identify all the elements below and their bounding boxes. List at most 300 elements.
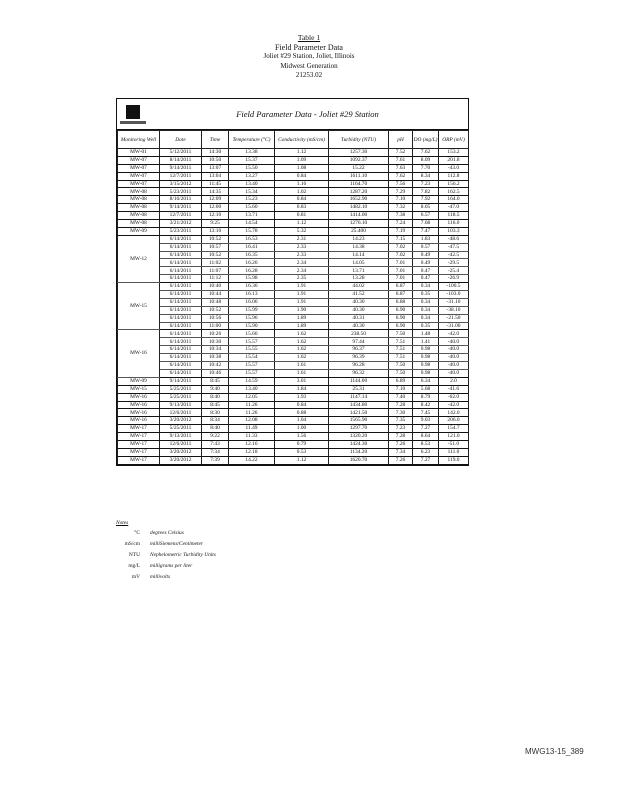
table-cell: 6.87 <box>389 283 413 291</box>
table-cell: 1257.30 <box>329 149 389 157</box>
table-row <box>118 291 469 299</box>
table-cell: 112.8 <box>439 172 469 180</box>
table-cell: 7.34 <box>389 448 413 456</box>
table-cell: 6/14/2011 <box>160 283 202 291</box>
table-cell: 96.28 <box>329 362 389 370</box>
table-cell: 6/14/2011 <box>160 330 202 338</box>
table-cell: 7.51 <box>389 346 413 354</box>
table-cell: 1320.20 <box>329 433 389 441</box>
table-cell: 1.91 <box>275 298 329 306</box>
table-cell: 10:44 <box>202 291 229 299</box>
column-header: Temperature (°C) <box>229 131 275 149</box>
table-cell: 1092.37 <box>329 156 389 164</box>
table-row <box>118 362 469 370</box>
table-cell: 1414.00 <box>329 212 389 220</box>
document-title: Field Parameter Data <box>275 42 343 52</box>
table-cell: 7.62 <box>389 172 413 180</box>
table-row <box>118 354 469 362</box>
table-cell: 2.33 <box>275 251 329 259</box>
table-cell: 1.00 <box>275 425 329 433</box>
table-cell: 238.50 <box>329 330 389 338</box>
table-cell: 1.89 <box>275 322 329 330</box>
table-row <box>118 156 469 164</box>
table-cell: -40.0 <box>439 369 469 377</box>
table-cell: 40.31 <box>329 314 389 322</box>
table-cell: 15.99 <box>229 306 275 314</box>
table-cell: 11.26 <box>229 401 275 409</box>
table-cell: 1134.20 <box>329 448 389 456</box>
table-cell: 10:40 <box>202 283 229 291</box>
table-cell: -38.10 <box>439 306 469 314</box>
table-cell: 8.53 <box>413 440 439 448</box>
table-cell: 1.62 <box>275 354 329 362</box>
table-cell: 7.52 <box>389 149 413 157</box>
table-cell: 0.98 <box>413 362 439 370</box>
table-cell: 6/14/2011 <box>160 275 202 283</box>
table-cell: 12/6/2011 <box>160 409 202 417</box>
table-cell: 7.02 <box>389 243 413 251</box>
table-cell: 7.01 <box>389 259 413 267</box>
table-cell: 1.02 <box>275 188 329 196</box>
table-cell: -48.6 <box>439 235 469 243</box>
well-id-cell: MW-01 <box>118 149 160 157</box>
table-cell: 8.09 <box>413 156 439 164</box>
table-cell: -42.5 <box>439 251 469 259</box>
table-cell: -40.0 <box>439 338 469 346</box>
table-cell: 7.50 <box>389 369 413 377</box>
table-cell: 7.28 <box>389 401 413 409</box>
note-definition: degrees Celsius <box>150 529 184 536</box>
table-cell: 15.90 <box>229 322 275 330</box>
table-cell: 13:10 <box>202 227 229 235</box>
table-cell: 6/14/2011 <box>160 298 202 306</box>
table-cell: -26.9 <box>439 275 469 283</box>
table-cell: 16.06 <box>229 298 275 306</box>
table-row <box>118 448 469 456</box>
table-cell: 154.7 <box>439 425 469 433</box>
table-cell: 1.16 <box>275 180 329 188</box>
column-header: DO (mg/L) <box>413 131 439 149</box>
table-cell: 16.13 <box>229 291 275 299</box>
site-name: Joliet #29 Station, Joliet, Illinois <box>263 52 355 60</box>
table-cell: 7.26 <box>389 440 413 448</box>
table-cell: 1.56 <box>275 433 329 441</box>
table-cell: 7.26 <box>389 456 413 464</box>
table-cell: 11:45 <box>202 180 229 188</box>
table-row <box>118 393 469 401</box>
column-header-row <box>118 131 469 149</box>
table-cell: 121.0 <box>439 433 469 441</box>
table-cell: 6/14/2011 <box>160 346 202 354</box>
note-abbreviation: mg/L <box>128 562 140 569</box>
table-cell: 7.01 <box>389 267 413 275</box>
table-row <box>118 425 469 433</box>
table-cell: 6.34 <box>413 377 439 385</box>
table-cell: 156.2 <box>439 180 469 188</box>
table-cell: 8.64 <box>413 433 439 441</box>
table-cell: 7.61 <box>389 156 413 164</box>
table-cell: 7.92 <box>413 196 439 204</box>
table-cell: 6/14/2011 <box>160 314 202 322</box>
table-cell: -31.10 <box>439 298 469 306</box>
table-cell: 10:52 <box>202 306 229 314</box>
table-cell: 6/14/2011 <box>160 291 202 299</box>
note-definition: milliSiemens/Centimeter <box>150 540 203 547</box>
table-cell: 11:12 <box>202 275 229 283</box>
table-cell: 2.34 <box>275 259 329 267</box>
table-cell: 0.34 <box>413 283 439 291</box>
note-definition: millivolts <box>150 573 171 580</box>
table-cell: 0.98 <box>413 346 439 354</box>
table-cell: 0.81 <box>275 212 329 220</box>
table-cell: 15.37 <box>229 156 275 164</box>
table-cell: 1.91 <box>275 291 329 299</box>
table-cell: 6/14/2011 <box>160 322 202 330</box>
table-cell: 5/25/2011 <box>160 425 202 433</box>
table-cell: 3/20/2012 <box>160 448 202 456</box>
table-cell: -47.0 <box>439 204 469 212</box>
table-cell: 11.33 <box>229 433 275 441</box>
table-row <box>118 338 469 346</box>
column-header: Conductivity (mS/cm) <box>275 131 329 149</box>
table-cell: 41.52 <box>329 291 389 299</box>
table-cell: 8:40 <box>202 393 229 401</box>
table-cell: 6.23 <box>413 448 439 456</box>
table-cell: 11:07 <box>202 267 229 275</box>
table-cell: 16.41 <box>229 243 275 251</box>
well-id-cell: MW-08 <box>118 220 160 228</box>
document-header <box>0 33 618 81</box>
table-cell: 2.33 <box>275 243 329 251</box>
table-cell: 3/20/2012 <box>160 417 202 425</box>
table-cell: 40.30 <box>329 306 389 314</box>
table-cell: 44.02 <box>329 283 389 291</box>
table-cell: 7.28 <box>389 433 413 441</box>
table-cell: 1.89 <box>275 314 329 322</box>
table-cell: 5.68 <box>413 385 439 393</box>
table-cell: 15.55 <box>229 346 275 354</box>
well-id-cell: MW-07 <box>118 180 160 188</box>
table-cell: 10:48 <box>202 298 229 306</box>
table-cell: 14.14 <box>329 251 389 259</box>
project-number: 21253.02 <box>295 71 323 79</box>
table-row <box>118 188 469 196</box>
table-cell: 1.12 <box>275 220 329 228</box>
table-cell: 7.51 <box>389 338 413 346</box>
table-cell: 10:26 <box>202 330 229 338</box>
table-cell: 12:09 <box>202 196 229 204</box>
table-row <box>118 149 469 157</box>
table-cell: 0.84 <box>275 172 329 180</box>
company-name: Midwest Generation <box>280 61 338 70</box>
table-row <box>118 433 469 441</box>
table-cell: 6.88 <box>389 298 413 306</box>
well-id-cell: MW-16 <box>118 393 160 401</box>
table-row <box>118 314 469 322</box>
table-cell: 10:52 <box>202 235 229 243</box>
table-row <box>118 227 469 235</box>
table-body <box>118 149 469 465</box>
table-cell: 1620.70 <box>329 456 389 464</box>
table-cell: 7.50 <box>389 362 413 370</box>
table-cell: 7.19 <box>389 227 413 235</box>
table-cell: 25.31 <box>329 385 389 393</box>
well-id-cell: MW-08 <box>118 204 160 212</box>
table-cell: 6/14/2011 <box>160 235 202 243</box>
table-cell: 1482.10 <box>329 204 389 212</box>
table-cell: 15.66 <box>229 330 275 338</box>
well-id-cell: MW-17 <box>118 440 160 448</box>
table-cell: 14.54 <box>229 220 275 228</box>
page-stamp: MWG13-15_389 <box>525 747 584 756</box>
table-cell: 6/14/2011 <box>160 369 202 377</box>
table-cell: 96.37 <box>329 346 389 354</box>
table-cell: 1.12 <box>275 456 329 464</box>
table-cell: 5/23/2011 <box>160 227 202 235</box>
table-cell: 14.38 <box>329 243 389 251</box>
table-cell: 7.15 <box>389 235 413 243</box>
table-title: Field Parameter Data - Joliet #29 Station <box>236 109 379 119</box>
table-cell: 15.78 <box>229 227 275 235</box>
table-cell: 3/21/2012 <box>160 220 202 228</box>
table-cell: 7.45 <box>413 409 439 417</box>
table-cell: 7.01 <box>389 275 413 283</box>
note-item <box>116 571 216 582</box>
table-cell: 11.26 <box>229 409 275 417</box>
table-cell: 0.53 <box>275 448 329 456</box>
table-cell: 10:52 <box>202 251 229 259</box>
table-cell: 14.23 <box>329 235 389 243</box>
table-row <box>118 164 469 172</box>
note-definition: Nephelometric Turbidity Units <box>150 551 216 558</box>
table-row <box>118 306 469 314</box>
table-cell: 8:40 <box>202 425 229 433</box>
table-cell: 0.35 <box>413 322 439 330</box>
table-cell: 0.49 <box>413 251 439 259</box>
table-frame <box>116 98 469 466</box>
table-row <box>118 212 469 220</box>
table-cell: 9/13/2011 <box>160 433 202 441</box>
table-cell: 16.36 <box>229 283 275 291</box>
table-cell: 8.79 <box>413 393 439 401</box>
table-cell: 12.16 <box>229 440 275 448</box>
table-cell: 0.83 <box>275 204 329 212</box>
table-cell: 6.57 <box>413 212 439 220</box>
table-cell: -43.0 <box>439 164 469 172</box>
table-cell: 118.5 <box>439 212 469 220</box>
table-cell: 7.10 <box>389 385 413 393</box>
table-cell: -29.5 <box>439 259 469 267</box>
table-cell: 9.03 <box>413 417 439 425</box>
table-cell: -42.0 <box>439 401 469 409</box>
table-cell: 1.93 <box>275 393 329 401</box>
table-cell: 0.49 <box>413 259 439 267</box>
note-abbreviation: NTU <box>128 551 140 558</box>
well-id-cell: MW-09 <box>118 227 160 235</box>
table-cell: 1.62 <box>275 330 329 338</box>
table-cell: 3/15/2012 <box>160 180 202 188</box>
table-row <box>118 401 469 409</box>
table-cell: 5/23/2011 <box>160 188 202 196</box>
table-cell: 13.71 <box>329 267 389 275</box>
table-cell: 0.84 <box>275 196 329 204</box>
table-cell: 1297.70 <box>329 425 389 433</box>
well-id-cell: MW-16 <box>118 417 160 425</box>
table-cell: 9/14/2011 <box>160 164 202 172</box>
well-id-cell: MW-07 <box>118 172 160 180</box>
table-cell: 7.30 <box>389 409 413 417</box>
table-cell: 6/14/2011 <box>160 338 202 346</box>
table-cell: 13.40 <box>229 180 275 188</box>
table-cell: 8.34 <box>413 172 439 180</box>
table-cell: 0.34 <box>413 314 439 322</box>
table-row <box>118 283 469 291</box>
table-cell: 6.89 <box>389 377 413 385</box>
table-cell: 1.84 <box>275 385 329 393</box>
table-cell: 7.32 <box>389 204 413 212</box>
table-cell: 1434.80 <box>329 401 389 409</box>
column-header: pH <box>389 131 413 149</box>
table-cell: 0.34 <box>413 298 439 306</box>
table-row <box>118 298 469 306</box>
table-row <box>118 417 469 425</box>
table-cell: 6.90 <box>389 322 413 330</box>
table-cell: 6/14/2011 <box>160 354 202 362</box>
table-cell: 14.59 <box>229 377 275 385</box>
table-cell: 1424.30 <box>329 440 389 448</box>
column-header: Monitoring Well <box>118 131 160 149</box>
table-row <box>118 243 469 251</box>
table-cell: 15.34 <box>229 188 275 196</box>
table-row <box>118 172 469 180</box>
table-row <box>118 275 469 283</box>
table-cell: 14:35 <box>202 188 229 196</box>
table-row <box>118 196 469 204</box>
table-row <box>118 385 469 393</box>
table-cell: 0.34 <box>413 306 439 314</box>
table-cell: 15.96 <box>229 314 275 322</box>
table-cell: 8/16/2011 <box>160 196 202 204</box>
table-cell: 3.01 <box>275 377 329 385</box>
table-row <box>118 235 469 243</box>
table-cell: 9/13/2011 <box>160 401 202 409</box>
table-cell: 12/7/2011 <box>160 172 202 180</box>
table-cell: 1565.90 <box>329 417 389 425</box>
table-cell: 2.0 <box>439 377 469 385</box>
well-id-cell: MW-15 <box>118 283 160 330</box>
table-row <box>118 377 469 385</box>
table-cell: 97.44 <box>329 338 389 346</box>
well-id-cell: MW-15 <box>118 385 160 393</box>
table-cell: -47.5 <box>439 243 469 251</box>
company-logo <box>119 103 147 125</box>
table-cell: 1164.70 <box>329 180 389 188</box>
table-cell: 96.39 <box>329 354 389 362</box>
well-id-cell: MW-16 <box>118 330 160 377</box>
table-cell: 1.61 <box>275 369 329 377</box>
table-cell: 7.38 <box>389 212 413 220</box>
table-cell: 7.47 <box>413 227 439 235</box>
table-cell: 15.50 <box>229 164 275 172</box>
well-id-cell: MW-08 <box>118 188 160 196</box>
table-cell: 10:46 <box>202 369 229 377</box>
table-cell: 119.0 <box>439 456 469 464</box>
table-cell: 6.90 <box>389 314 413 322</box>
table-row <box>118 259 469 267</box>
table-cell: 15.57 <box>229 362 275 370</box>
table-cell: 0.79 <box>275 440 329 448</box>
note-item <box>116 560 216 571</box>
table-cell: -103.0 <box>439 291 469 299</box>
well-id-cell: MW-16 <box>118 401 160 409</box>
table-cell: 7.29 <box>389 188 413 196</box>
table-cell: 1421.50 <box>329 409 389 417</box>
table-cell: 1611.10 <box>329 172 389 180</box>
table-cell: 25.400 <box>329 227 389 235</box>
table-cell: 142.0 <box>439 409 469 417</box>
table-cell: 1.90 <box>275 306 329 314</box>
table-cell: 13.28 <box>329 275 389 283</box>
well-id-cell: MW-07 <box>118 156 160 164</box>
table-cell: 13.27 <box>229 172 275 180</box>
table-cell: 7.56 <box>389 180 413 188</box>
table-cell: -40.0 <box>439 362 469 370</box>
table-cell: 6/14/2011 <box>160 267 202 275</box>
table-cell: 103.3 <box>439 227 469 235</box>
table-cell: 1.04 <box>275 417 329 425</box>
table-cell: 1.61 <box>275 362 329 370</box>
table-cell: 11.49 <box>229 425 275 433</box>
table-row <box>118 220 469 228</box>
table-cell: 15.60 <box>229 204 275 212</box>
field-parameter-table <box>117 130 469 465</box>
table-cell: 10:56 <box>202 314 229 322</box>
table-cell: 5/25/2011 <box>160 385 202 393</box>
table-cell: 5/25/2011 <box>160 393 202 401</box>
table-cell: 201.8 <box>439 156 469 164</box>
table-cell: 12:00 <box>202 204 229 212</box>
table-cell: -100.5 <box>439 283 469 291</box>
table-cell: 8:30 <box>202 409 229 417</box>
table-cell: 0.88 <box>275 409 329 417</box>
table-row <box>118 180 469 188</box>
table-cell: 8.42 <box>413 401 439 409</box>
table-cell: 0.47 <box>413 275 439 283</box>
table-cell: 1.91 <box>275 283 329 291</box>
table-cell: -40.0 <box>439 346 469 354</box>
table-cell: 8.05 <box>413 204 439 212</box>
table-row <box>118 330 469 338</box>
table-cell: 1.83 <box>413 235 439 243</box>
table-cell: 0.84 <box>275 401 329 409</box>
table-cell: 6/14/2011 <box>160 251 202 259</box>
table-cell: 1.09 <box>275 156 329 164</box>
column-header: ORP (mV) <box>439 131 469 149</box>
table-cell: 7.23 <box>413 180 439 188</box>
table-cell: 14.22 <box>229 456 275 464</box>
table-cell: 0.98 <box>413 354 439 362</box>
table-cell: 7:43 <box>202 440 229 448</box>
table-cell: 14:30 <box>202 149 229 157</box>
table-cell: 12/7/2011 <box>160 212 202 220</box>
column-header: Time <box>202 131 229 149</box>
note-item <box>116 538 216 549</box>
table-cell: 1144.00 <box>329 377 389 385</box>
table-cell: 6.87 <box>389 291 413 299</box>
table-row <box>118 369 469 377</box>
table-cell: 10:50 <box>202 156 229 164</box>
table-cell: 1147.14 <box>329 393 389 401</box>
